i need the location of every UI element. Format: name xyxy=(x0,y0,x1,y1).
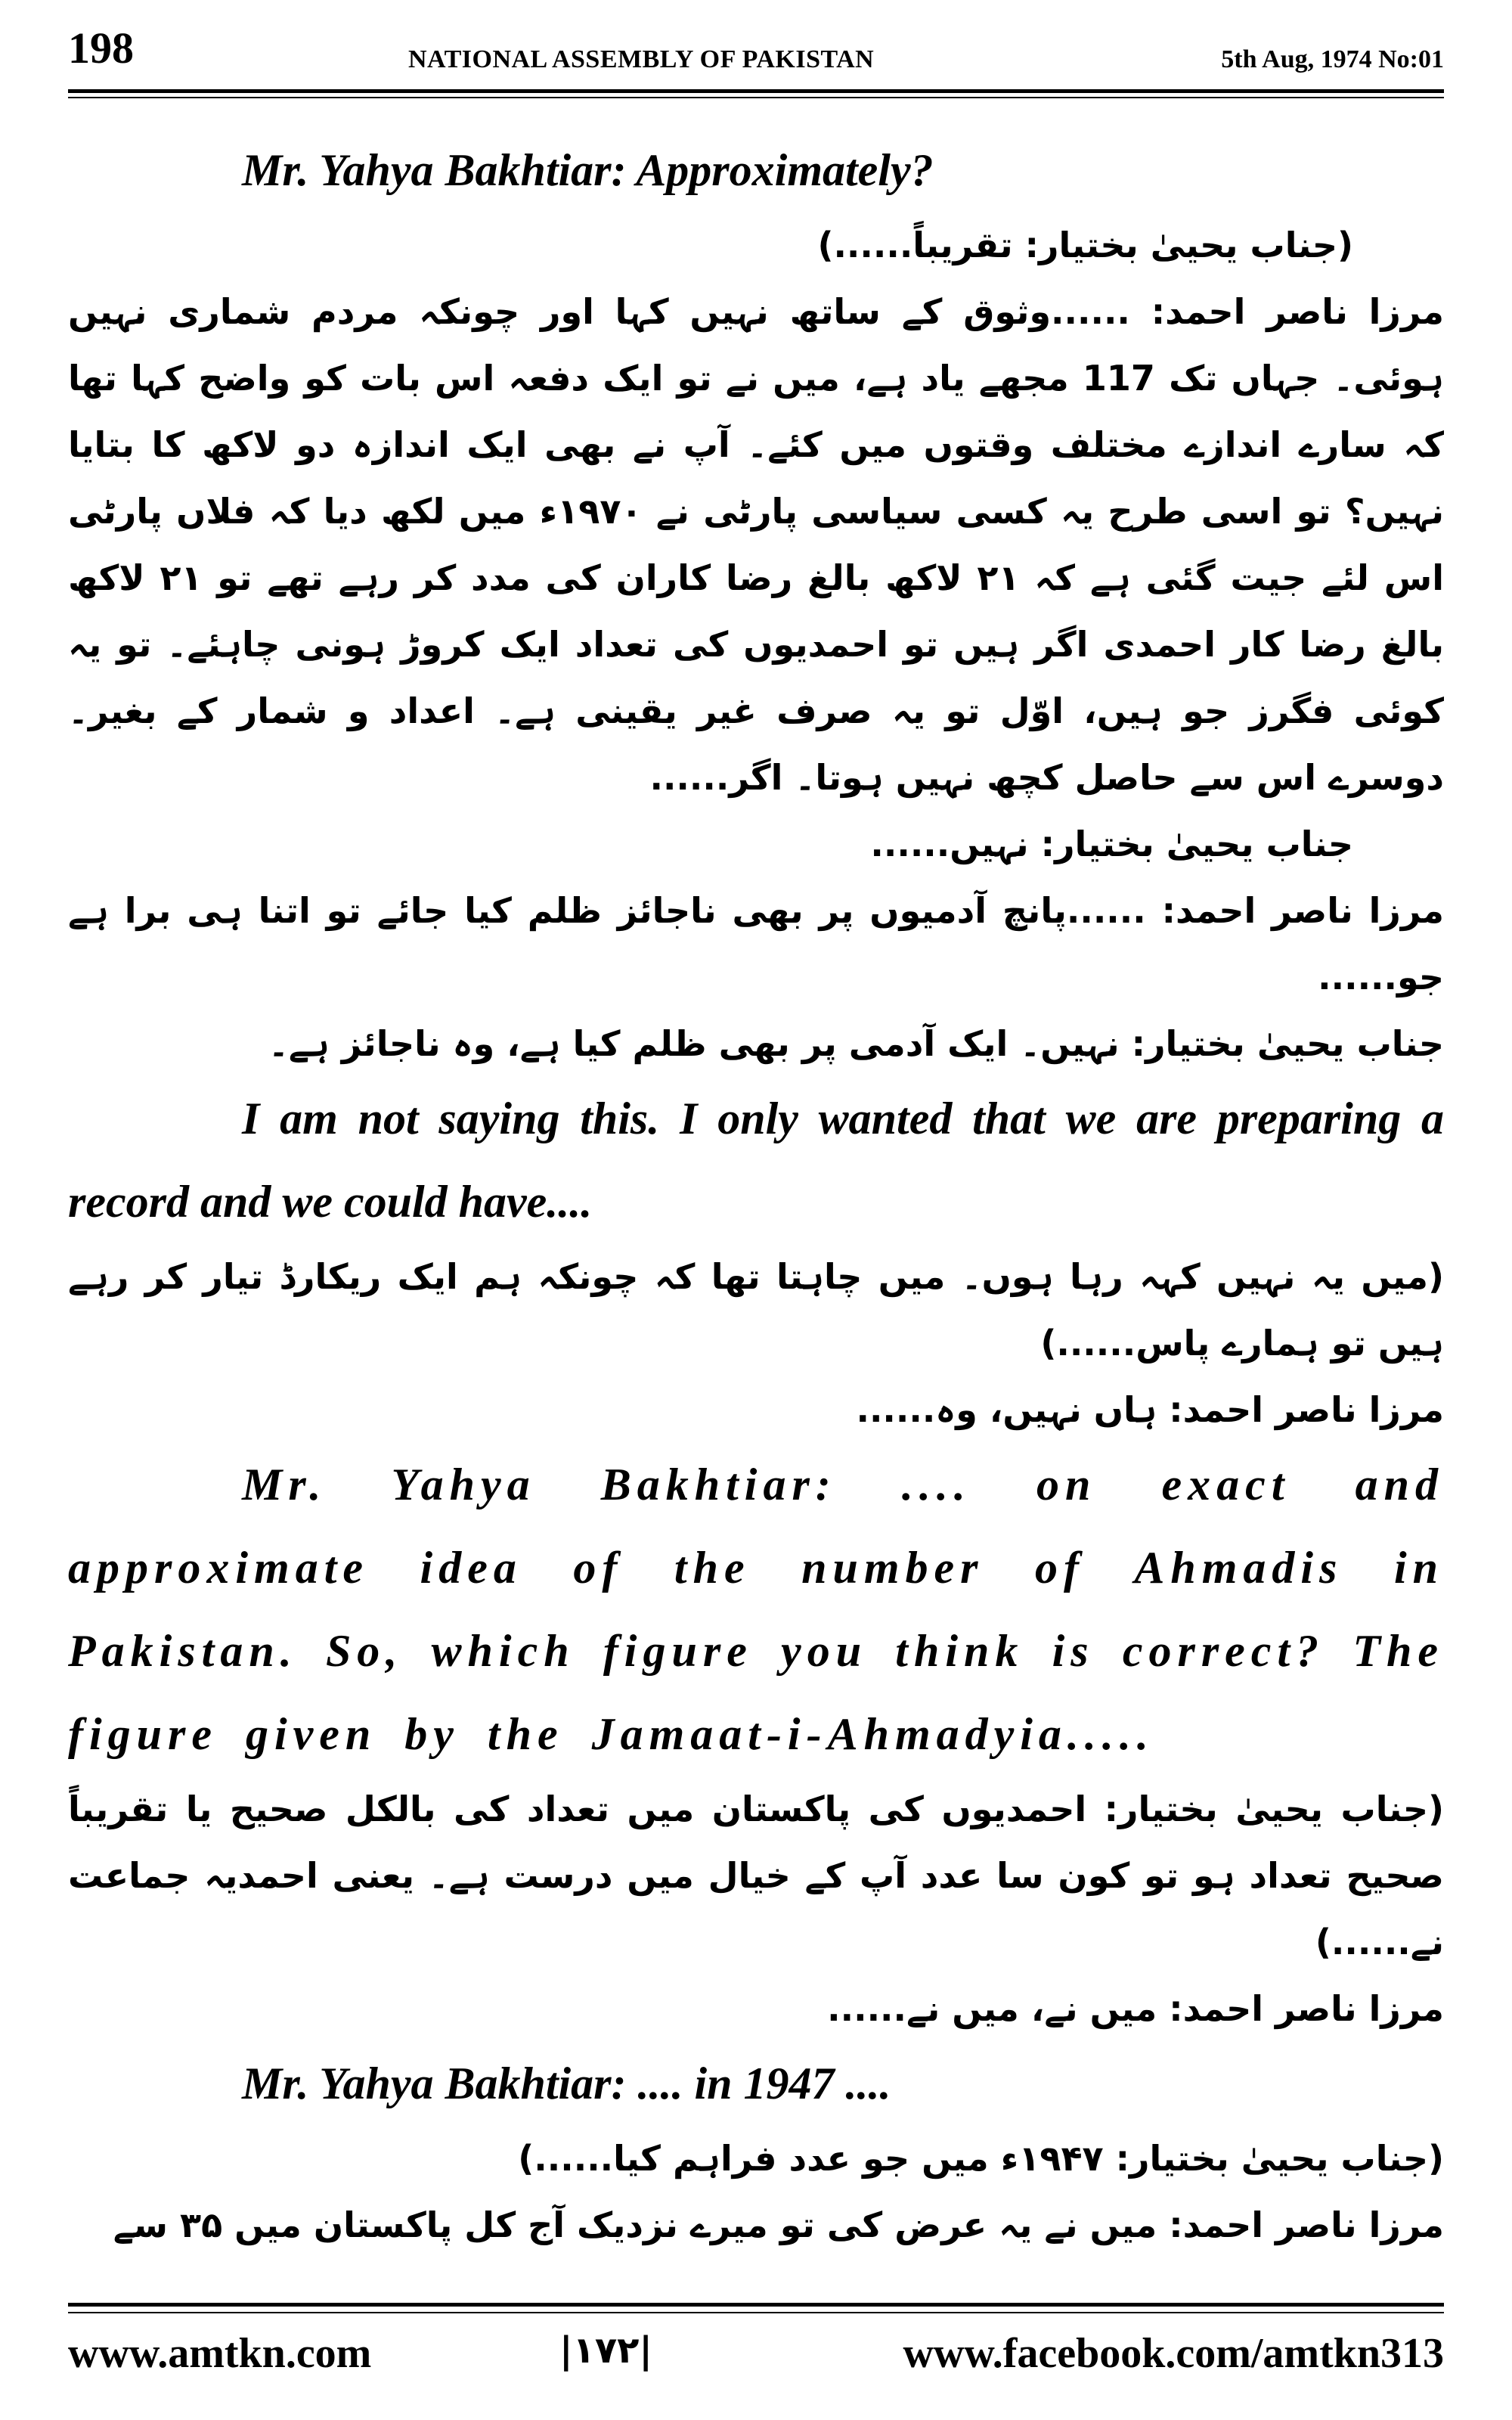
urdu-line-7: مرزا ناصر احمد: ہاں نہیں، وہ...... xyxy=(856,1389,1444,1430)
page-number: 198 xyxy=(68,23,134,73)
urdu-line-3: جناب یحییٰ بختیار: نہیں...... xyxy=(870,824,1353,864)
header-title: NATIONAL ASSEMBLY OF PAKISTAN xyxy=(408,45,875,73)
page-header xyxy=(68,23,1444,83)
header-rule xyxy=(68,89,1444,93)
english-line-1: Mr. Yahya Bakhtiar: Approximately? xyxy=(242,145,934,195)
urdu-translation-8: (جناب یحییٰ بختیار: احمدیوں کی پاکستان میں تعداد کی بالکل صحیح یا تقریباً صحیح تعداد ہو تو کون سا عدد آپ کے خیال میں درست ہے۔ یعنی احمدیہ جماعت نے......) xyxy=(68,1789,1444,1962)
footer-rule-thin xyxy=(68,2312,1444,2313)
footer-page-marker: |۱۷۲| xyxy=(559,2329,652,2372)
urdu-line-4: مرزا ناصر احمد: ......پانچ آدمیوں پر بھی ناجائز ظلم کیا جائے تو اتنا ہی برا ہے جو...... xyxy=(68,890,1444,997)
urdu-line-5: جناب یحییٰ بختیار: نہیں۔ ایک آدمی پر بھی ظلم کیا ہے، وہ ناجائز ہے۔ xyxy=(268,1023,1444,1064)
urdu-paragraph-2: مرزا ناصر احمد: ......وثوق کے ساتھ نہیں کہا اور چونکہ مردم شماری نہیں ہوئی۔ جہاں تک 117 مجھے یاد ہے، میں نے تو ایک دفعہ اس بات کو واضح کہا تھا کہ سارے اندازے مختلف وقتوں میں کئے۔ آپ نے بھی ایک اندازہ دو لاکھ کا بتایا نہیں؟ تو اسی طرح یہ کسی سیاسی پارٹی نے ۱۹۷۰ء میں لکھ دیا کہ فلاں پارٹی اس لئے جیت گئی ہے کہ ۲۱ لاکھ بالغ رضا کاران کی مدد کر رہے تھے تو ۲۱ لاکھ بالغ رضا کار احمدی اگر ہیں تو احمدیوں کی تعداد ایک کروڑ ہونی چاہئے۔ تو یہ کوئی فگرز جو ہیں، اوّل تو یہ صرف غیر یقینی ہے۔ اعداد و شمار کے بغیر۔ دوسرے اس سے حاصل کچھ نہیں ہوتا۔ اگر...... xyxy=(68,291,1445,798)
footer-facebook-link[interactable]: www.facebook.com/amtkn313 xyxy=(903,2330,1444,2377)
urdu-translation-1: (جناب یحییٰ بختیار: تقریباً......) xyxy=(817,225,1353,265)
english-paragraph-2: I am not saying this. I only wanted that we are preparing a record and we could have.... xyxy=(68,1094,1444,1227)
footer-website-link[interactable]: www.amtkn.com xyxy=(68,2330,372,2377)
page-content xyxy=(68,129,1444,2258)
urdu-line-9: مرزا ناصر احمد: میں نے، میں نے...... xyxy=(827,1988,1444,2029)
urdu-line-11: مرزا ناصر احمد: میں نے یہ عرض کی تو میرے نزدیک آج کل پاکستان میں ۳۵ سے xyxy=(113,2204,1444,2245)
urdu-translation-10: (جناب یحییٰ بختیار: ۱۹۴۷ء میں جو عدد فراہم کیا......) xyxy=(518,2138,1444,2179)
english-line-4: Mr. Yahya Bakhtiar: .... in 1947 .... xyxy=(242,2059,891,2108)
footer-rule xyxy=(68,2303,1444,2307)
header-date: 5th Aug, 1974 No:01 xyxy=(1221,45,1444,73)
header-rule-thin xyxy=(68,97,1444,98)
english-paragraph-3: Mr. Yahya Bakhtiar: .... on exact and approximate idea of the number of Ahmadis in Pakistan. So, which figure you think is correct? The figure given by the Jamaat-i-Ahmadyia..... xyxy=(68,1460,1444,1759)
urdu-translation-6: (میں یہ نہیں کہہ رہا ہوں۔ میں چاہتا تھا کہ چونکہ ہم ایک ریکارڈ تیار کر رہے ہیں تو ہمارے پاس......) xyxy=(68,1256,1444,1364)
